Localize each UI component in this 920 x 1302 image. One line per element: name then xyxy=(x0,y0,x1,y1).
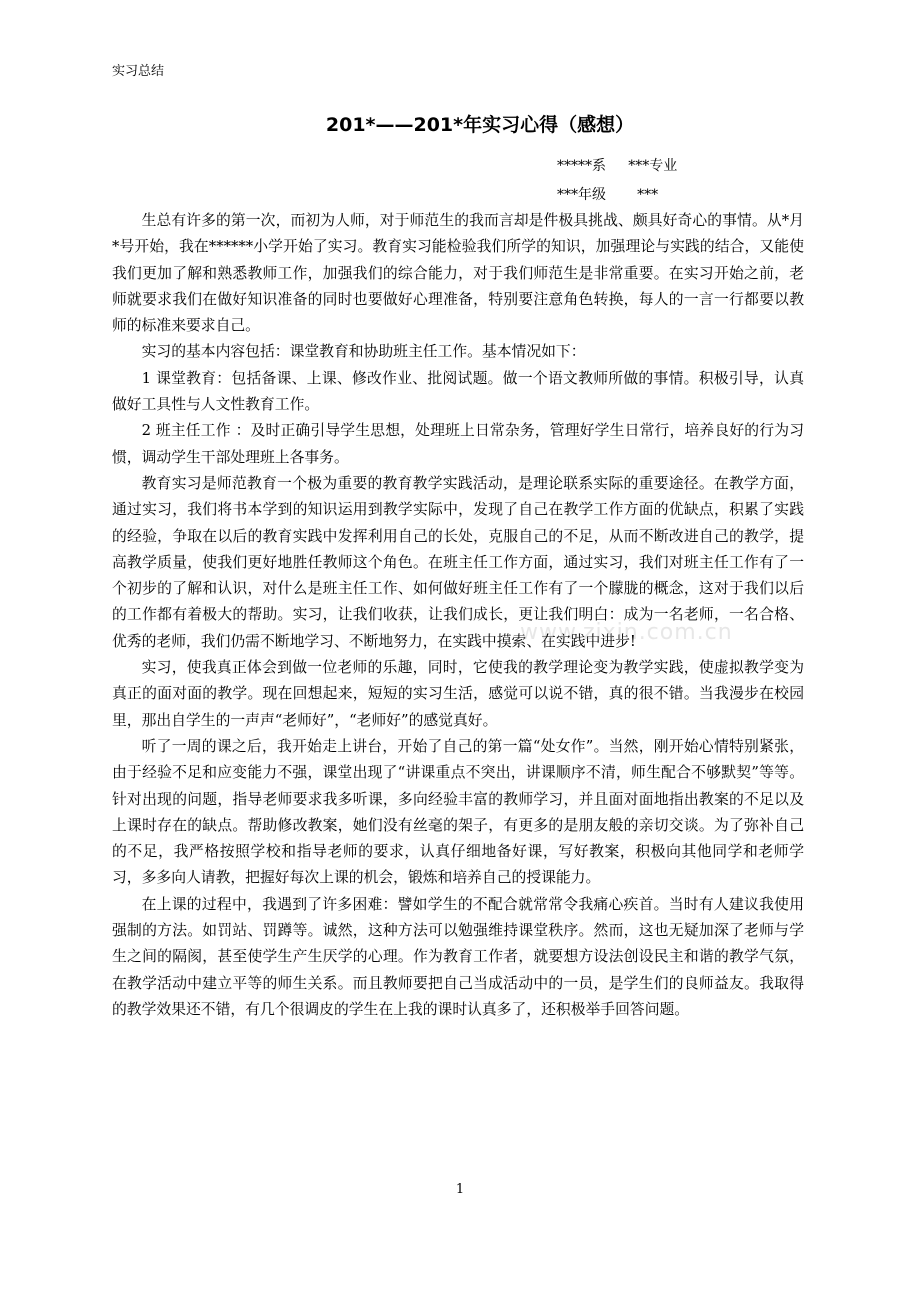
paragraph-8: 在上课的过程中，我遇到了许多困难：譬如学生的不配合就常常令我痛心疾首。当时有人建议我使用强制的方法。如罚站、罚蹲等。诚然，这种方法可以勉强维持课堂秩序。然而，这也无疑加深了老师与学生之间的隔阂，甚至使学生产生厌学的心理。作为教育工作者，就要想方设法创设民主和谐的教学气氛，在教学活动中建立平等的师生关系。而且教师要把自己当成活动中的一员，是学生们的良师益友。我取得的教学效果还不错，有几个很调皮的学生在上我的课时认真多了，还积极举手回答问题。 xyxy=(112,895,804,1018)
document-body xyxy=(112,208,804,1023)
page-number: 1 xyxy=(455,1182,465,1197)
author-department-line: *****系 ***专业 xyxy=(557,158,678,174)
watermark: www.zixin.com.cn xyxy=(520,620,733,645)
paragraph-7: 听了一周的课之后，我开始走上讲台，开始了自己的第一篇“处女作”。当然，刚开始心情特别紧张，由于经验不足和应变能力不强，课堂出现了“讲课重点不突出，讲课顺序不清，师生配合不够默契”等等。针对出现的问题，指导老师要求我多听课，多向经验丰富的教师学习，并且面对面地指出教案的不足以及上课时存在的缺点。帮助修改教案，她们没有丝毫的架子，有更多的是朋友般的亲切交谈。为了弥补自己的不足，我严格按照学校和指导老师的要求，认真仔细地备好课，写好教案，积极向其他同学和老师学习，多多向人请教，把握好每次上课的机会，锻炼和培养自己的授课能力。 xyxy=(112,737,804,887)
author-grade-line: ***年级 *** xyxy=(557,187,659,203)
paragraph-5: 教育实习是师范教育一个极为重要的教育教学实践活动，是理论联系实际的重要途径。在教学方面，通过实习，我们将书本学到的知识运用到教学实际中，发现了自己在教学工作方面的优缺点，积累了实践的经验，争取在以后的教育实践中发挥利用自己的长处，克服自己的不足，从而不断改进自己的教学，提高教学质量，使我们更好地胜任教师这个角色。在班主任工作方面，通过实习，我们对班主任工作有了一个初步的了解和认识，对什么是班主任工作、如何做好班主任工作有了一个朦胧的概念，这对于我们以后的工作都有着极大的帮助。实习，让我们收获，让我们成长，更让我们明白：成为一名老师，一名合格、优秀的老师，我们仍需不断地学习、不断地努力，在实践中摸索、在实践中进步! xyxy=(112,474,804,650)
document-title: 201*——201*年实习心得（感想） xyxy=(325,114,635,136)
paragraph-3: 1 课堂教育：包括备课、上课、修改作业、批阅试题。做一个语文教师所做的事情。积极引导，认真做好工具性与人文性教育工作。 xyxy=(112,369,804,414)
paragraph-2: 实习的基本内容包括：课堂教育和协助班主任工作。基本情况如下： xyxy=(141,343,586,361)
paragraph-1: 生总有许多的第一次，而初为人师，对于师范生的我而言却是件极具挑战、颇具好奇心的事情。从*月*号开始，我在******小学开始了实习。教育实习能检验我们所学的知识，加强理论与实践的结合，又能使我们更加了解和熟悉教师工作，加强我们的综合能力，对于我们师范生是非常重要。在实习开始之前，老师就要求我们在做好知识准备的同时也要做好心理准备，特别要注意角色转换，每人的一言一行都要以教师的标准来要求自己。 xyxy=(112,212,804,335)
paragraph-4: 2 班主任工作 ：及时正确引导学生思想，处理班上日常杂务，管理好学生日常行，培养良好的行为习惯，调动学生干部处理班上各事务。 xyxy=(112,422,804,466)
paragraph-6: 实习，使我真正体会到做一位老师的乐趣，同时，它使我的教学理论变为教学实践，使虚拟教学变为真正的面对面的教学。现在回想起来，短短的实习生活，感觉可以说不错，真的很不错。当我漫步在校园里，那出自学生的一声声“老师好”，“老师好”的感觉真好。 xyxy=(112,659,804,729)
page-header-label: 实习总结 xyxy=(112,64,165,79)
